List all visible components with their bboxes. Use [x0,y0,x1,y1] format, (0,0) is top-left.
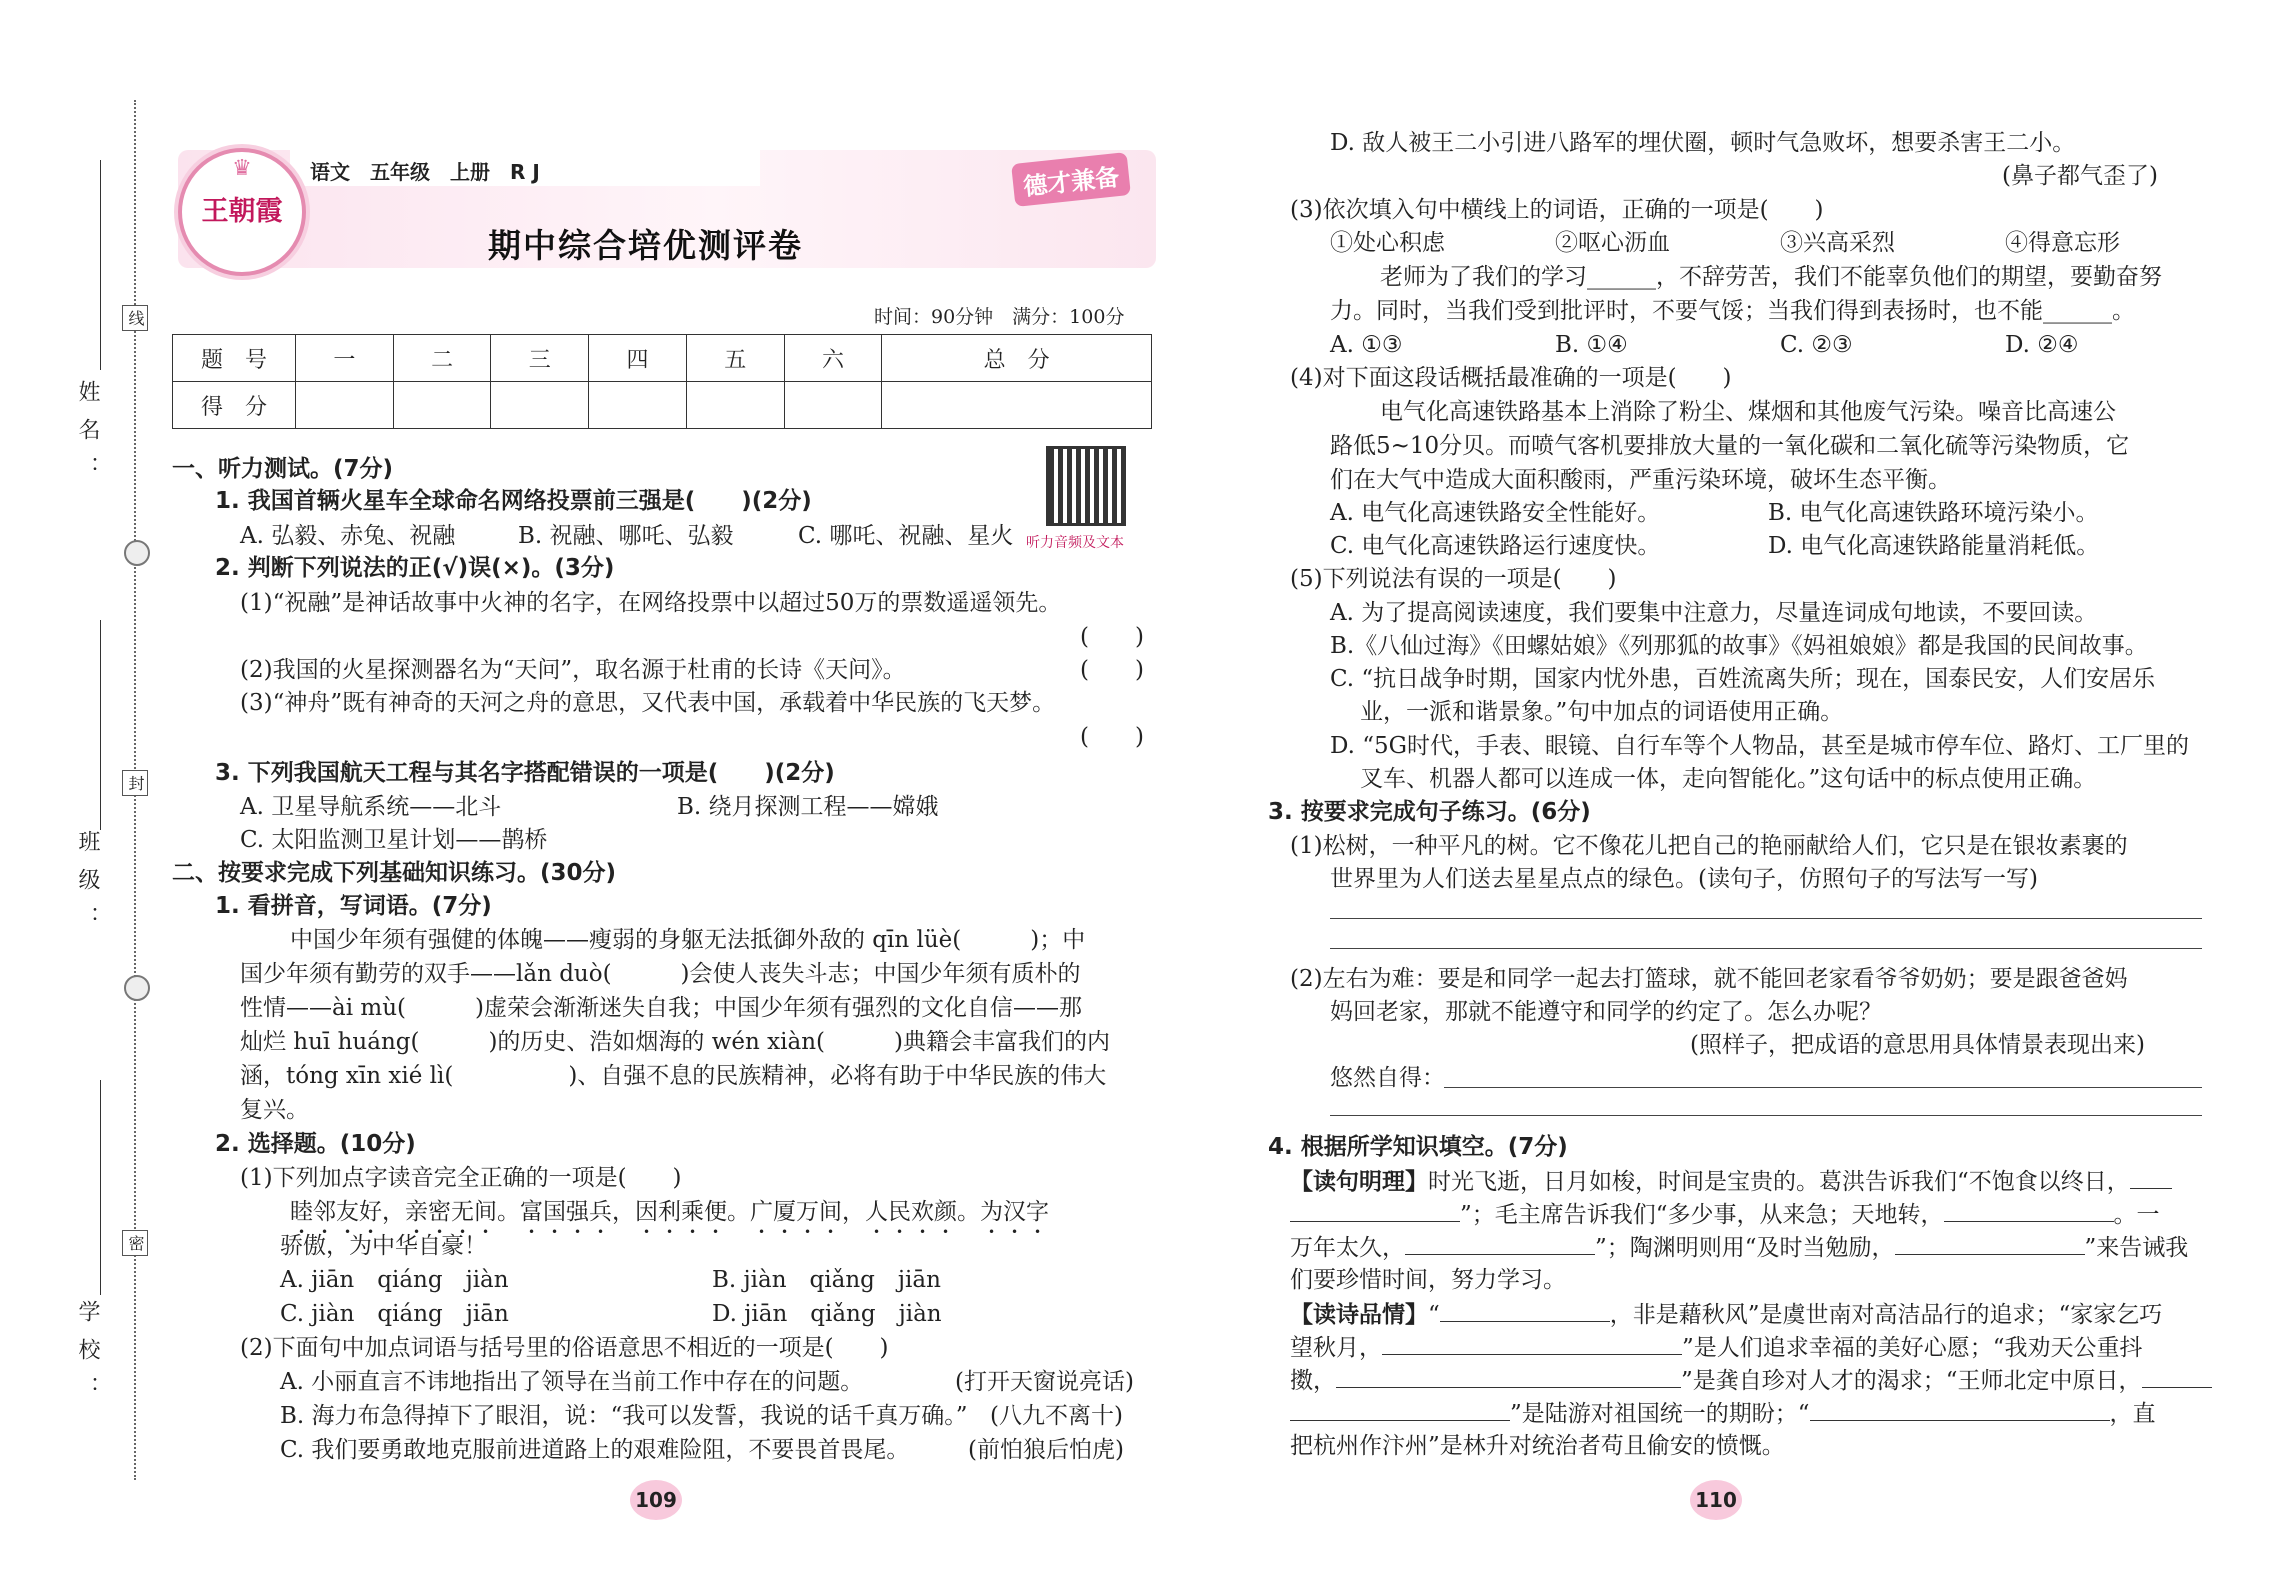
option-d: D. “5G时代，手表、眼镜、自行车等个人物品，甚至是城市停车位、路灯、工厂里的 [1330,733,2190,759]
fill-text: ，非是藉秋风”是虞世南对高洁品行的追求；“家家乞巧 [1609,1302,2163,1328]
section-tag: 【读诗品情】 [1290,1302,1428,1328]
score-header-cell: 五 [686,335,784,382]
time-info: 时间：90分钟 满分：100分 [874,306,1125,328]
option-b: B. ①④ [1555,332,1628,358]
sub-question-cont: 世界里为人们送去星星点点的绿色。(读句子，仿照句子的写法写一写) [1330,866,2038,892]
pinyin-para: 国少年须有勤劳的双手——lǎn duò( )会使人丧失斗志；中国少年须有质朴的 [240,961,1081,987]
class-label: 班级： [75,830,100,944]
statement-3: (3)“神舟”既有神奇的天河之舟的意思，又代表中国，承载着中华民族的飞天梦。 [240,690,1056,716]
score-input-cell[interactable] [589,382,687,429]
question-1-1: 1. 我国首辆火星车全球命名网络投票前三强是( )(2分) [215,488,812,514]
answer-paren[interactable]: ( ) [1080,657,1144,683]
section-one-heading: 一、听力测试。(7分) [172,456,394,482]
passage: 电气化高速铁路基本上消除了粉尘、煤烟和其他废气污染。噪音比高速公 [1380,399,2116,425]
passage: 们在大气中造成大面积酸雨，严重污染环境，破坏生态平衡。 [1330,467,1951,493]
score-header-cell: 一 [296,335,394,382]
word-choice: ③兴高采烈 [1780,230,1895,256]
pinyin-para: 灿烂 huī huáng( )的历史、浩如烟海的 wén xiàn( )典籍会丰富我们的内 [240,1029,1110,1055]
option-b: B. 电气化高速铁路环境污染小。 [1768,500,2099,526]
option-d: D. ②④ [2005,332,2079,358]
punch-hole-icon [124,975,150,1001]
fill-line [1290,1398,2156,1430]
fill-text: ”是人们追求幸福的美好心愿；“我劝天公重抖 [1682,1335,2143,1361]
option-b-saying: (八九不离十) [990,1403,1123,1429]
fill-text: 万年太久， [1290,1235,1405,1261]
fill-text: ”；毛主席告诉我们“多少事，从来急；天地转， [1460,1202,1944,1228]
option-a: A. 卫星导航系统——北斗 [240,794,502,820]
sub-question: (2)下面句中加点词语与括号里的俗语意思不相近的一项是( ) [240,1335,889,1361]
option-b: B. 祝融、哪吒、弘毅 [518,523,734,549]
score-header-cell: 题 号 [173,335,296,382]
school-field[interactable] [100,1080,101,1295]
score-input-cell[interactable] [686,382,784,429]
sentence: 骄傲，为中华自豪！ [280,1233,487,1259]
name-label: 姓名： [75,380,100,494]
fill-blank[interactable] [1405,1232,1595,1255]
seal-secret-label: 密 [122,1230,148,1256]
option-b: B. 绕月探测工程——嫦娥 [677,794,939,820]
option-d: D. 电气化高速铁路能量消耗低。 [1768,533,2100,559]
fill-blank[interactable] [1382,1332,1682,1355]
answer-line[interactable] [1330,948,2202,949]
fill-text: 时光飞逝，日月如梭，时间是宝贵的。葛洪告诉我们“不饱食以终日， [1428,1169,2130,1195]
score-input-cell[interactable] [296,382,394,429]
school-label: 学校： [75,1300,100,1414]
option-c: C. jiàn qiáng jiān [280,1301,509,1327]
fill-text: 把杭州作汴州”是林升对统治者苟且偷安的愤慨。 [1290,1433,1785,1459]
score-input-cell[interactable] [882,382,1152,429]
question-1-3: 3. 下列我国航天工程与其名字搭配错误的一项是( )(2分) [215,760,835,786]
score-input-cell[interactable] [784,382,882,429]
fill-text: ”来告诫我 [2084,1235,2189,1261]
answer-paren[interactable]: ( ) [1080,624,1144,650]
word-choice: ④得意忘形 [2005,230,2120,256]
punch-hole-icon [124,540,150,566]
qr-caption: 听力音频及文本 [1026,535,1124,551]
fill-text: 擞， [1290,1368,1336,1394]
question-1-2: 2. 判断下列说法的正(√)误(×)。(3分) [215,555,615,581]
page-title: 期中综合培优测评卷 [488,226,803,265]
option-c-cont: 业，一派和谐景象。”句中加点的词语使用正确。 [1360,699,1844,725]
score-table [172,334,1152,429]
qr-code-icon[interactable] [1046,446,1126,526]
header-meta: 语文 五年级 上册 R J [310,160,540,184]
option-c: C. 电气化高速铁路运行速度快。 [1330,533,1661,559]
option-c: C. “抗日战争时期，国家内忧外患，百姓流离失所；现在，国泰民安，人们安居乐 [1330,666,2156,692]
sub-question: (3)依次填入句中横线上的词语，正确的一项是( ) [1290,197,1824,223]
section-tag: 【读句明理】 [1290,1169,1428,1195]
statement-2: (2)我国的火星探测器名为“天问”，取名源于杜甫的长诗《天问》。 [240,657,906,683]
sub-question: (1)下列加点字读音完全正确的一项是( ) [240,1165,682,1191]
fill-text: ”是龚自珍对人才的渴求；“王师北定中原日， [1681,1368,2142,1394]
option-d: D. 敌人被王二小引进八路军的埋伏圈，顿时气急败坏，想要杀害王二小。 [1330,130,2076,156]
page-number-left: 109 [630,1480,682,1520]
score-header-cell: 三 [491,335,589,382]
fill-line [1290,1299,2162,1331]
fill-blank[interactable] [1290,1398,1510,1421]
fill-line [1290,1199,2160,1231]
passage: 力。同时，当我们受到批评时，不要气馁；当我们得到表扬时，也不能______。 [1330,298,2135,324]
fill-line [1290,1332,2143,1364]
answer-line[interactable] [1330,1115,2202,1116]
option-d-cont: 叉车、机器人都可以连成一体，走向智能化。”这句话中的标点使用正确。 [1360,766,2097,792]
instruction: (照样子，把成语的意思用具体情景表现出来) [1690,1032,2145,1058]
option-a: A. jiān qiáng jiàn [280,1267,509,1293]
idiom-label: 悠然自得： [1330,1065,1445,1091]
sub-question: (1)松树，一种平凡的树。它不像花儿把自己的艳丽献给人们，它只是在银妆素裹的 [1290,833,2128,859]
answer-line[interactable] [1444,1087,2202,1088]
score-row-label: 得 分 [173,382,296,429]
score-input-cell[interactable] [393,382,491,429]
option-a: A. 为了提高阅读速度，我们要集中注意力，尽量连词成句地读，不要回读。 [1330,600,2098,626]
fill-text: ”是陆游对祖国统一的期盼；“ [1510,1401,1810,1427]
logo-crown-icon: ♛ [232,156,252,181]
option-a-saying: (打开天窗说亮话) [955,1369,1134,1395]
fill-blank[interactable] [1944,1199,2114,1222]
fill-blank[interactable] [2130,1166,2172,1189]
fill-line [1290,1232,2188,1264]
fill-blank[interactable] [1895,1232,2085,1255]
option-b: B. 海力布急得掉下了眼泪，说：“我可以发誓，我说的话千真万确。” [280,1403,968,1429]
question-2-4: 4. 根据所学知识填空。(7分) [1268,1134,1568,1160]
badge-label: 德才兼备 [1011,152,1131,207]
pinyin-para: 中国少年须有强健的体魄——瘦弱的身躯无法抵御外敌的 qīn lüè( )；中 [290,927,1086,953]
sentence: 睦邻友好，亲密无间。富国强兵，因利乘便。广厦万间，人民欢颜。为汉字 [290,1199,1049,1225]
class-field[interactable] [100,620,101,830]
question-2-3: 3. 按要求完成句子练习。(6分) [1268,799,1591,825]
logo-text: 王朝霞 [201,196,283,227]
score-header-cell: 六 [784,335,882,382]
option-b: B.《八仙过海》《田螺姑娘》《列那狐的故事》《妈祖娘娘》都是我国的民间故事。 [1330,633,2148,659]
fill-blank[interactable] [2142,1365,2212,1388]
sub-question: (4)对下面这段话概括最准确的一项是( ) [1290,365,1732,391]
sub-question-cont: 妈回老家，那就不能遵守和同学的约定了。怎么办呢？ [1330,999,1882,1025]
option-c: C. ②③ [1780,332,1853,358]
fill-line [1290,1365,2212,1397]
fill-blank[interactable] [1440,1299,1610,1322]
fill-text: 。一 [2113,1202,2160,1228]
fill-text: ”；陶渊明则用“及时当勉励， [1595,1235,1895,1261]
fill-blank[interactable] [1290,1199,1460,1222]
option-d-saying: (鼻子都气歪了) [2002,163,2158,189]
option-d: D. jiān qiǎng jiàn [712,1301,942,1327]
page-number-right: 110 [1690,1480,1742,1520]
statement-1: (1)“祝融”是神话故事中火神的名字，在网络投票中以超过50万的票数遥遥领先。 [240,590,1062,616]
fill-text: “ [1428,1302,1440,1328]
word-choice: ①处心积虑 [1330,230,1445,256]
option-c: C. 我们要勇敢地克服前进道路上的艰难险阻，不要畏首畏尾。 [280,1437,910,1463]
score-header-cell: 总 分 [882,335,1152,382]
option-c: C. 太阳监测卫星计划——鹊桥 [240,827,548,853]
sub-question: (5)下列说法有误的一项是( ) [1290,566,1617,592]
section-two-heading: 二、按要求完成下列基础知识练习。(30分) [172,860,617,886]
word-choice: ②呕心沥血 [1555,230,1670,256]
fill-line [1290,1166,2172,1198]
option-b: B. jiàn qiǎng jiān [712,1267,941,1293]
score-header-cell: 二 [393,335,491,382]
pinyin-para: 涵，tóng xīn xié lì( )、自强不息的民族精神，必将有助于中华民族的伟大 [240,1063,1107,1089]
option-c: C. 哪吒、祝融、星火 [798,523,1014,549]
option-a: A. ①③ [1330,332,1403,358]
question-2-1: 1. 看拼音，写词语。(7分) [215,893,492,919]
score-header-cell: 四 [589,335,687,382]
fill-text: 们要珍惜时间，努力学习。 [1290,1267,1566,1293]
option-c-saying: (前怕狼后怕虎) [968,1437,1124,1463]
seal-seal-label: 封 [122,770,148,796]
fill-blank[interactable] [1336,1365,1681,1388]
question-2-2: 2. 选择题。(10分) [215,1131,416,1157]
fill-text: ，直 [2109,1401,2156,1427]
passage: 老师为了我们的学习______，不辞劳苦，我们不能辜负他们的期望，要勤奋努 [1380,264,2162,290]
pinyin-para: 性情——ài mù( )虚荣会渐渐迷失自我；中国少年须有强烈的文化自信——那 [240,995,1082,1021]
name-field[interactable] [100,160,101,370]
option-a: A. 小丽直言不讳地指出了领导在当前工作中存在的问题。 [280,1369,864,1395]
fill-text: 望秋月， [1290,1335,1382,1361]
logo-seal [178,148,306,276]
passage: 路低5~10分贝。而喷气客机要排放大量的一氧化碳和二氧化硫等污染物质，它 [1330,433,2130,459]
option-a: A. 电气化高速铁路安全性能好。 [1330,500,1661,526]
answer-line[interactable] [1330,918,2202,919]
answer-paren[interactable]: ( ) [1080,724,1144,750]
option-a: A. 弘毅、赤兔、祝融 [240,523,456,549]
pinyin-para: 复兴。 [240,1097,309,1123]
fill-blank[interactable] [1810,1398,2110,1421]
seal-line-label: 线 [122,305,148,331]
sub-question: (2)左右为难：要是和同学一起去打篮球，就不能回老家看爷爷奶奶；要是跟爸爸妈 [1290,966,2128,992]
score-input-cell[interactable] [491,382,589,429]
